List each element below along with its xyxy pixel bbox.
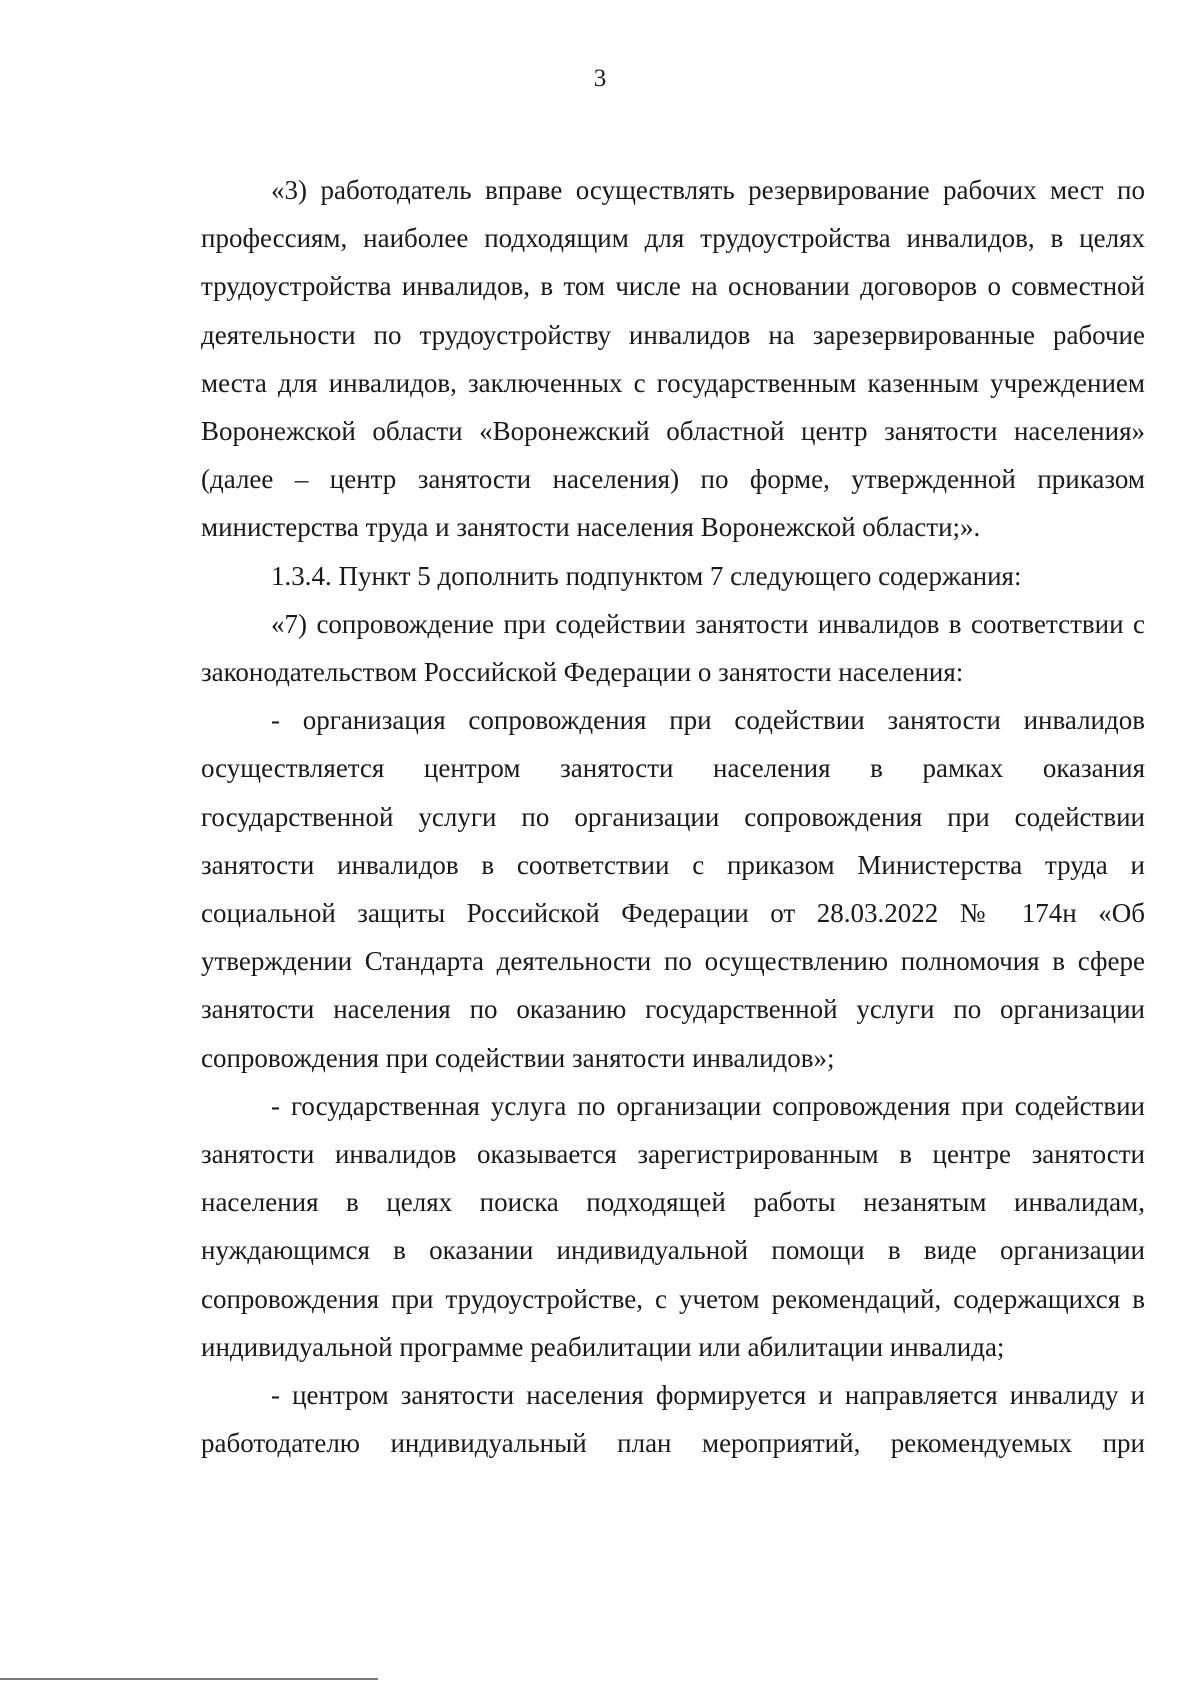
page-number: 3 <box>593 65 607 92</box>
paragraph-item-1-3-4: 1.3.4. Пункт 5 дополнить подпунктом 7 следующего содержания: <box>271 560 1022 591</box>
paragraph-subitem-7: «7) сопровождение при содействии занятости инвалидов в соответствии с законодательством Российской Федерации о занятости населения: <box>201 608 1145 688</box>
document-body <box>201 166 1145 1467</box>
bottom-scan-rule <box>0 1678 378 1680</box>
paragraph-individual-plan: - центром занятости населения формируется и направляется инвалиду и работодателю индивидуальный план мероприятий, рекомендуемых при <box>201 1380 1145 1459</box>
paragraph-reservation-clause: «3) работодатель вправе осуществлять резервирование рабочих мест по профессиям, наиболее подходящим для трудоустройства инвалидов, в целях трудоустройства инвалидов, в том числе на основании договоров о совместной деятельности по трудоустройству инвалидов на зарезервированные рабочие места для инвалидов, заключенных с государственным казенным учреждением Воронежской области «Воронежский областной центр занятости населения» (далее – центр занятости населения) по форме, утвержденной приказом министерства труда и занятости населения Воронежской области;». <box>201 175 1145 543</box>
paragraph-support-organization: - организация сопровождения при содействии занятости инвалидов осуществляется центром занятости населения в рамках оказания государственной услуги по организации сопровождения при содействии занятости инвалидов в соответствии с приказом Министерства труда и социальной защиты Российской Федерации от 28.03.2022 № 174н «Об утверждении Стандарта деятельности по осуществлению полномочия в сфере занятости населения по оказанию государственной услуги по организации сопровождения при содействии занятости инвалидов»; <box>201 705 1145 1073</box>
paragraph-state-service: - государственная услуга по организации сопровождения при содействии занятости инвалидов оказывается зарегистрированным в центре занятости населения в целях поиска подходящей работы незанятым инвалидам, нуждающимся в оказании индивидуальной помощи в виде организации сопровождения при трудоустройстве, с учетом рекомендаций, содержащихся в индивидуальной программе реабилитации или абилитации инвалида; <box>201 1090 1145 1362</box>
